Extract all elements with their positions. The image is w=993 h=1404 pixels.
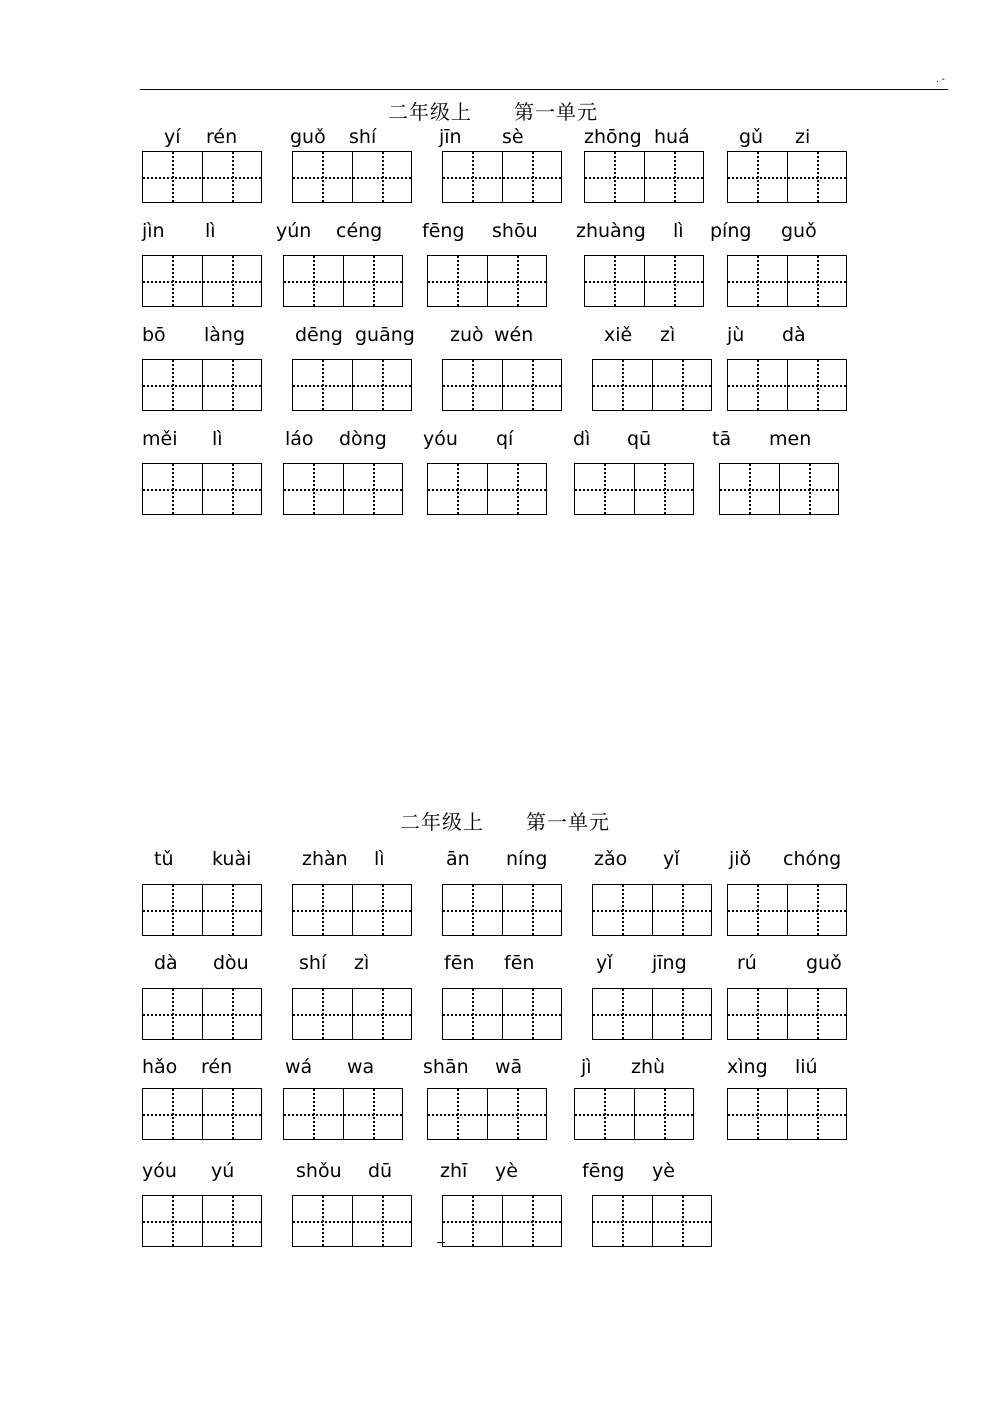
pinyin-syllable: wén — [494, 324, 534, 346]
dotted-guide — [604, 1089, 606, 1139]
dotted-guide — [172, 360, 174, 410]
writing-box-pair[interactable] — [142, 884, 262, 936]
writing-box-pair[interactable] — [727, 255, 847, 307]
pinyin-syllable: zhuàng — [576, 220, 646, 242]
pinyin-syllable: yǐ — [596, 952, 613, 974]
writing-box-pair[interactable] — [727, 988, 847, 1040]
pinyin-syllable: yè — [652, 1160, 675, 1182]
writing-box-pair[interactable] — [283, 255, 403, 307]
dotted-guide — [373, 1089, 375, 1139]
dotted-guide — [817, 1089, 819, 1139]
pinyin-syllable: gǔ — [739, 126, 764, 148]
pinyin-syllable: céng — [336, 220, 383, 242]
dotted-guide — [614, 152, 616, 202]
dotted-guide — [757, 256, 759, 306]
pinyin-syllable: jīng — [652, 952, 687, 974]
writing-box-pair[interactable] — [427, 463, 547, 515]
pinyin-syllable: měi — [142, 428, 178, 450]
pinyin-syllable: guāng — [355, 324, 415, 346]
pinyin-syllable: zì — [660, 324, 676, 346]
writing-box-pair[interactable] — [592, 884, 712, 936]
pinyin-syllable: yǐ — [663, 848, 680, 870]
dotted-guide — [172, 152, 174, 202]
writing-box-pair[interactable] — [292, 359, 412, 411]
pinyin-syllable: shí — [349, 126, 377, 148]
pinyin-syllable: men — [769, 428, 812, 450]
pinyin-syllable: jìn — [142, 220, 165, 242]
dotted-guide — [382, 1196, 384, 1246]
dotted-guide — [817, 152, 819, 202]
pinyin-syllable: yún — [276, 220, 312, 242]
writing-box-pair[interactable] — [142, 255, 262, 307]
dotted-guide — [809, 464, 811, 514]
pinyin-syllable: guǒ — [290, 126, 326, 148]
dotted-guide — [749, 464, 751, 514]
dotted-guide — [682, 1196, 684, 1246]
pinyin-syllable: wa — [347, 1056, 375, 1078]
writing-box-pair[interactable] — [292, 151, 412, 203]
dotted-guide — [322, 1196, 324, 1246]
dotted-guide — [232, 1089, 234, 1139]
writing-box-pair[interactable] — [427, 1088, 547, 1140]
pinyin-syllable: liú — [795, 1056, 818, 1078]
writing-box-pair[interactable] — [292, 988, 412, 1040]
pinyin-syllable: guǒ — [781, 220, 817, 242]
pinyin-syllable: shōu — [492, 220, 538, 242]
pinyin-syllable: yè — [495, 1160, 518, 1182]
writing-box-pair[interactable] — [442, 359, 562, 411]
pinyin-syllable: rén — [201, 1056, 233, 1078]
dotted-guide — [313, 1089, 315, 1139]
pinyin-syllable: yú — [211, 1160, 235, 1182]
dotted-guide — [373, 256, 375, 306]
dotted-guide — [472, 989, 474, 1039]
dotted-guide — [817, 885, 819, 935]
writing-box-pair[interactable] — [592, 1195, 712, 1247]
writing-box-pair[interactable] — [727, 884, 847, 936]
dotted-guide — [517, 464, 519, 514]
dotted-guide — [517, 1089, 519, 1139]
pinyin-syllable: shān — [423, 1056, 469, 1078]
pinyin-syllable: zhàn — [302, 848, 348, 870]
writing-box-pair[interactable] — [574, 463, 694, 515]
pinyin-syllable: yí — [164, 126, 181, 148]
pinyin-syllable: lì — [212, 428, 223, 450]
dotted-guide — [313, 256, 315, 306]
writing-box-pair[interactable] — [427, 255, 547, 307]
section-title: 二年级上 第一单元 — [388, 100, 598, 124]
dotted-guide — [622, 1196, 624, 1246]
dotted-guide — [232, 464, 234, 514]
pinyin-syllable: dēng — [295, 324, 343, 346]
dotted-guide — [232, 989, 234, 1039]
dotted-guide — [382, 152, 384, 202]
writing-box-pair[interactable] — [442, 884, 562, 936]
pinyin-syllable: rú — [737, 952, 757, 974]
pinyin-syllable: wá — [285, 1056, 313, 1078]
dotted-guide — [614, 256, 616, 306]
pinyin-syllable: zhī — [440, 1160, 468, 1182]
dotted-guide — [232, 360, 234, 410]
writing-box-pair[interactable] — [142, 359, 262, 411]
dotted-guide — [172, 1089, 174, 1139]
dotted-guide — [532, 989, 534, 1039]
dotted-guide — [604, 464, 606, 514]
dotted-guide — [674, 256, 676, 306]
pinyin-syllable: dū — [368, 1160, 393, 1182]
dotted-guide — [472, 1196, 474, 1246]
writing-box-pair[interactable] — [727, 359, 847, 411]
dotted-guide — [757, 989, 759, 1039]
pinyin-syllable: tā — [712, 428, 732, 450]
pinyin-syllable: fēn — [504, 952, 535, 974]
pinyin-syllable: shí — [299, 952, 327, 974]
dotted-guide — [622, 989, 624, 1039]
dotted-guide — [817, 256, 819, 306]
dotted-guide — [322, 885, 324, 935]
pinyin-syllable: guǒ — [806, 952, 842, 974]
dotted-guide — [322, 989, 324, 1039]
dotted-guide — [757, 885, 759, 935]
dotted-guide — [373, 464, 375, 514]
pinyin-syllable: yóu — [423, 428, 458, 450]
pinyin-syllable: ān — [446, 848, 470, 870]
writing-box-pair[interactable] — [574, 1088, 694, 1140]
dotted-guide — [172, 1196, 174, 1246]
dotted-guide — [682, 360, 684, 410]
dotted-guide — [457, 464, 459, 514]
writing-box-pair[interactable] — [727, 1088, 847, 1140]
dotted-guide — [232, 885, 234, 935]
dotted-guide — [757, 360, 759, 410]
pinyin-syllable: xìng — [727, 1056, 768, 1078]
writing-box-pair[interactable] — [584, 255, 704, 307]
pinyin-syllable: kuài — [212, 848, 252, 870]
pinyin-syllable: xiě — [604, 324, 633, 346]
pinyin-syllable: zhōng — [584, 126, 642, 148]
pinyin-syllable: qí — [496, 428, 514, 450]
writing-box-pair[interactable] — [142, 151, 262, 203]
pinyin-syllable: láo — [285, 428, 314, 450]
dotted-guide — [172, 885, 174, 935]
dotted-guide — [232, 152, 234, 202]
header-rule — [140, 89, 948, 90]
dotted-guide — [172, 464, 174, 514]
dotted-guide — [682, 885, 684, 935]
dotted-guide — [322, 152, 324, 202]
pinyin-syllable: jiǒ — [729, 848, 752, 870]
pinyin-syllable: rén — [206, 126, 238, 148]
pinyin-syllable: dì — [573, 428, 591, 450]
pinyin-syllable: jù — [727, 324, 745, 346]
pinyin-syllable: dà — [154, 952, 178, 974]
dotted-guide — [757, 1089, 759, 1139]
writing-box-pair[interactable] — [442, 151, 562, 203]
writing-box-pair[interactable] — [283, 1088, 403, 1140]
writing-box-pair[interactable] — [283, 463, 403, 515]
pinyin-syllable: lì — [673, 220, 684, 242]
pinyin-syllable: lì — [374, 848, 385, 870]
writing-box-pair[interactable] — [719, 463, 839, 515]
dotted-guide — [172, 989, 174, 1039]
pinyin-syllable: tǔ — [154, 848, 174, 870]
dotted-guide — [622, 885, 624, 935]
pinyin-syllable: shǒu — [296, 1160, 342, 1182]
pinyin-syllable: bō — [142, 324, 166, 346]
dotted-guide — [817, 989, 819, 1039]
pinyin-syllable: fēng — [422, 220, 465, 242]
dotted-guide — [532, 152, 534, 202]
pinyin-syllable: zuò — [450, 324, 484, 346]
dotted-guide — [382, 885, 384, 935]
pinyin-syllable: hǎo — [142, 1056, 178, 1078]
pinyin-syllable: zǎo — [594, 848, 628, 870]
section-title: 二年级上 第一单元 — [400, 810, 610, 834]
dotted-guide — [517, 256, 519, 306]
writing-box-pair[interactable] — [142, 463, 262, 515]
dotted-guide — [382, 360, 384, 410]
dotted-guide — [232, 256, 234, 306]
dotted-guide — [664, 1089, 666, 1139]
dotted-guide — [682, 989, 684, 1039]
dotted-guide — [472, 885, 474, 935]
dotted-guide — [674, 152, 676, 202]
pinyin-syllable: dòu — [213, 952, 249, 974]
writing-box-pair[interactable] — [592, 988, 712, 1040]
pinyin-syllable: zi — [795, 126, 811, 148]
dotted-guide — [232, 1196, 234, 1246]
pinyin-syllable: lì — [205, 220, 216, 242]
pinyin-syllable: qū — [627, 428, 652, 450]
pinyin-syllable: wā — [495, 1056, 523, 1078]
pinyin-syllable: jīn — [439, 126, 462, 148]
pinyin-syllable: píng — [710, 220, 752, 242]
writing-box-pair[interactable] — [142, 988, 262, 1040]
dotted-guide — [757, 152, 759, 202]
writing-box-pair[interactable] — [292, 1195, 412, 1247]
pinyin-syllable: chóng — [783, 848, 842, 870]
dotted-guide — [532, 1196, 534, 1246]
dotted-guide — [472, 152, 474, 202]
pinyin-syllable: sè — [502, 126, 524, 148]
pinyin-syllable: zì — [354, 952, 370, 974]
dotted-guide — [664, 464, 666, 514]
writing-box-pair[interactable] — [142, 1088, 262, 1140]
dotted-guide — [817, 360, 819, 410]
dotted-guide — [172, 256, 174, 306]
writing-box-pair[interactable] — [442, 1195, 562, 1247]
dotted-guide — [322, 360, 324, 410]
pinyin-syllable: fēn — [444, 952, 475, 974]
dotted-guide — [532, 885, 534, 935]
writing-box-pair[interactable] — [442, 988, 562, 1040]
dotted-guide — [622, 360, 624, 410]
pinyin-syllable: níng — [506, 848, 548, 870]
writing-box-pair[interactable] — [584, 151, 704, 203]
pinyin-syllable: zhù — [631, 1056, 666, 1078]
writing-box-pair[interactable] — [292, 884, 412, 936]
writing-box-pair[interactable] — [142, 1195, 262, 1247]
dotted-guide — [457, 256, 459, 306]
pinyin-syllable: fēng — [582, 1160, 625, 1182]
dotted-guide — [457, 1089, 459, 1139]
writing-box-pair[interactable] — [592, 359, 712, 411]
writing-box-pair[interactable] — [727, 151, 847, 203]
dotted-guide — [313, 464, 315, 514]
dotted-guide — [472, 360, 474, 410]
pinyin-syllable: huá — [654, 126, 690, 148]
pinyin-syllable: jì — [581, 1056, 592, 1078]
pinyin-syllable: yóu — [142, 1160, 177, 1182]
dotted-guide — [532, 360, 534, 410]
pinyin-syllable: dòng — [339, 428, 387, 450]
corner-mark: . - — [936, 74, 945, 85]
pinyin-syllable: dà — [782, 324, 806, 346]
pinyin-syllable: làng — [204, 324, 246, 346]
dotted-guide — [382, 989, 384, 1039]
